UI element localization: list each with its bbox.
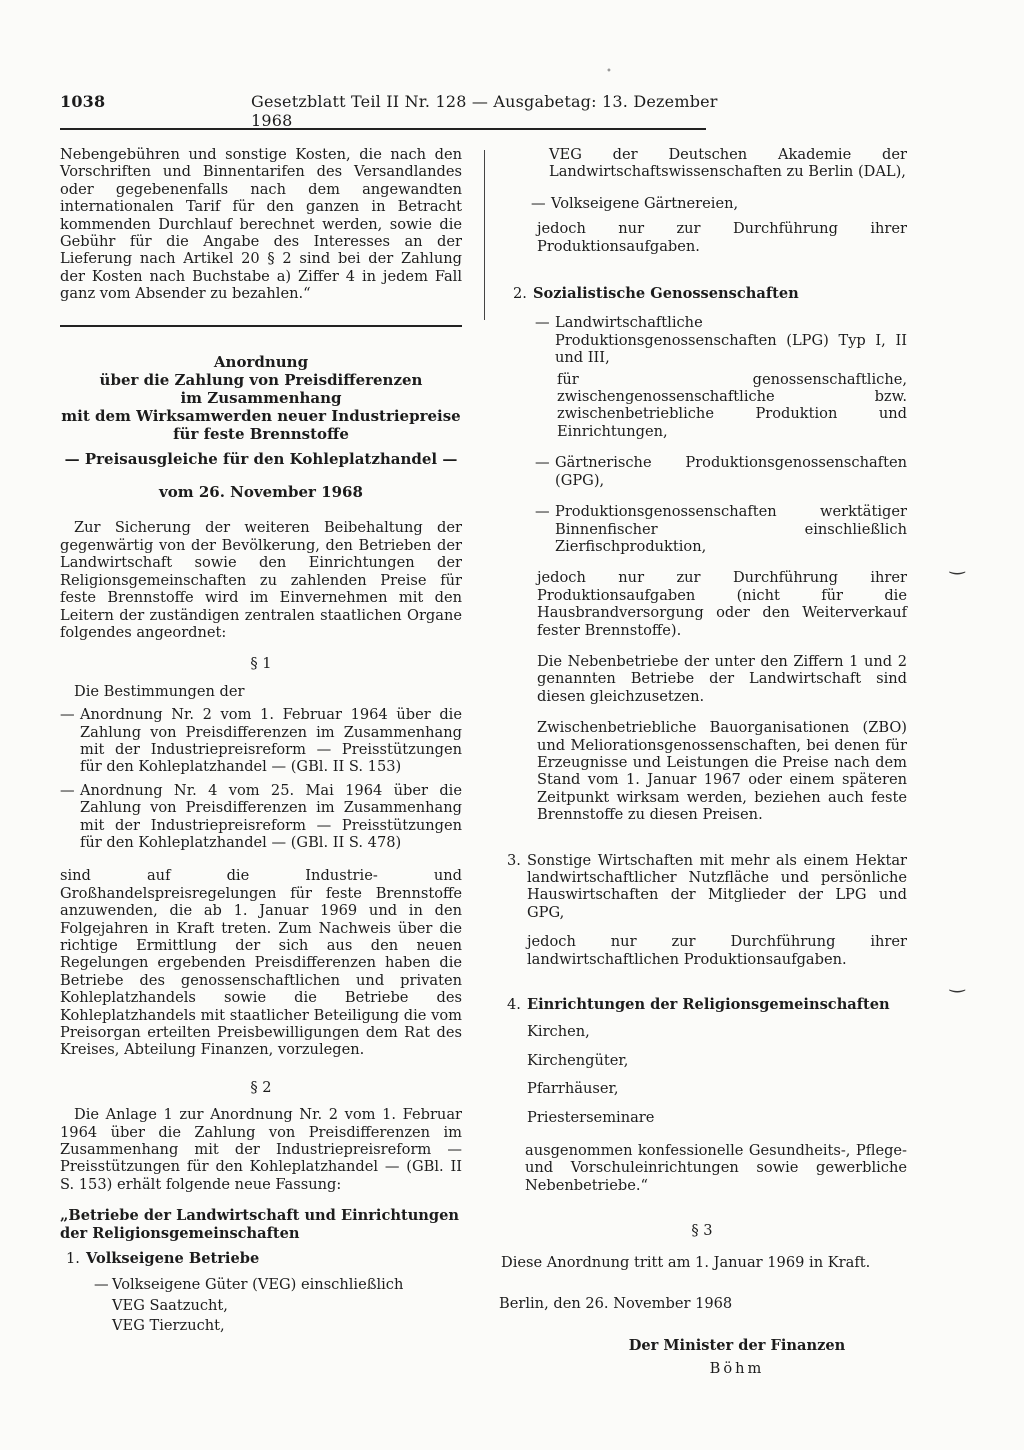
section-3-text: Diese Anordnung tritt am 1. Januar 1969 in Kraft.	[501, 1253, 871, 1271]
section-2-label: § 2	[250, 1078, 272, 1096]
list-item: Priesterseminare	[527, 1108, 655, 1126]
item-title: Sozialistische Genossenschaften	[533, 285, 799, 303]
page-header	[60, 92, 724, 130]
dash-marker: —	[535, 454, 550, 472]
lpg-fuer: für genossenschaftliche, zwischengenossenschaftliche bzw. zwischenbetriebliche Produktion und Einrichtungen,	[557, 370, 907, 440]
item-3-text: Sonstige Wirtschaften mit mehr als einem Hektar landwirtschaftlicher Nutzfläche und persönliche Hauswirtschaften der Mitglieder der LPG und GPG,	[527, 851, 907, 921]
dash-marker: —	[531, 194, 546, 212]
section-1-text: sind auf die Industrie- und Großhandelspreisregelungen für feste Brennstoffe anzuwenden, die ab 1. Januar 1969 und in den Folgejahren in Kraft treten. Zum Nachweis über die richtige Ermittlung der sich aus den neuen Regelungen ergebenden Preisdifferenzen haben die Betriebe des genossenschaftlichen und privaten Kohleplatzhandels sowie die Betriebe des Kohleplatzhandels mit staatlicher Beteiligung die vom Preisorgan erteilten Preisbewilligungen dem Rat des Kreises, Abteilung Finanzen, vorzulegen.	[60, 867, 462, 1059]
item-number: 1.	[66, 1250, 80, 1268]
ordinance-title	[60, 353, 462, 443]
dash-marker: —	[535, 314, 550, 332]
list-item	[60, 1276, 462, 1293]
list-item	[535, 454, 907, 489]
scan-speck: •	[606, 66, 612, 77]
header-rule	[60, 128, 706, 130]
margin-mark: ‿	[950, 972, 965, 993]
section-1-label: § 1	[250, 655, 272, 673]
list-item-text: Landwirtschaftliche Produktionsgenossenschaften (LPG) Typ I, II und III,	[555, 314, 907, 367]
item-3	[507, 852, 907, 922]
list-item	[60, 782, 462, 852]
item-number: 4.	[507, 996, 521, 1014]
column-divider	[484, 150, 485, 320]
ausgenommen: ausgenommen konfessionelle Gesundheits-, Pflege- und Vorschuleinrichtungen sowie gewerbliche Nebenbetriebe.“	[525, 1142, 907, 1194]
dash-marker: —	[60, 781, 75, 799]
section-1-intro: Die Bestimmungen der	[74, 682, 245, 700]
list-item: Pfarrhäuser,	[527, 1080, 619, 1098]
list-item	[535, 503, 907, 555]
title-line: im Zusammenhang	[180, 388, 342, 407]
veg-akademie-text: VEG der Deutschen Akademie der Landwirtschaftswissenschaften zu Berlin (DAL),	[549, 146, 907, 181]
place-date: Berlin, den 26. November 1968	[499, 1295, 733, 1313]
list-item	[531, 195, 907, 212]
list-item-text: Produktionsgenossenschaften werktätiger Binnenfischer einschließlich Zierfischproduktion,	[555, 503, 907, 555]
zbo-paragraph: Zwischenbetriebliche Bauorganisationen (ZBO) und Meliorationsgenossenschaften, bei denen für Erzeugnisse und Leistungen die Preise nach dem Stand vom 1. Januar 1967 oder einem späteren Zeitpunkt wirksam werden, beziehen auch feste Brennstoffe zu diesen Preisen.	[537, 719, 907, 824]
signatory-title: Der Minister der Finanzen	[628, 1336, 846, 1354]
item-title: Volkseigene Betriebe	[86, 1250, 260, 1268]
list-item: VEG Saatzucht,	[112, 1296, 228, 1314]
right-column	[497, 146, 907, 1377]
list-item-text: Gärtnerische Produktionsgenossenschaften (GPG),	[555, 454, 907, 489]
jedoch-3: jedoch nur zur Durchführung ihrer landwirtschaftlichen Produktionsaufgaben.	[527, 933, 907, 968]
list-item: Kirchengüter,	[527, 1051, 629, 1069]
list-item-text: Anordnung Nr. 2 vom 1. Februar 1964 über die Zahlung von Preisdifferenzen im Zusammenhang mit der Industriepreisreform — Preisstützungen für den Kohleplatzhandel — (GBl. II S. 153)	[80, 706, 462, 776]
section-3-label: § 3	[691, 1222, 713, 1240]
jedoch-2: jedoch nur zur Durchführung ihrer Produktionsaufgaben (nicht für die Hausbrandversorgung oder den Weiterverkauf fester Brennstoffe).	[537, 569, 907, 639]
dash-marker: —	[535, 503, 550, 521]
item-2	[513, 285, 907, 302]
page-number: 1038	[60, 92, 106, 111]
ordinance-date: vom 26. November 1968	[159, 483, 363, 502]
annex-title: „Betriebe der Landwirtschaft und Einrichtungen der Religionsgemeinschaften	[60, 1207, 460, 1242]
title-line: mit dem Wirksamwerden neuer Industriepreise	[61, 406, 461, 425]
list-item	[60, 706, 462, 776]
item-number: 3.	[507, 851, 521, 869]
nebenbetriebe: Die Nebenbetriebe der unter den Ziffern 1 und 2 genannten Betriebe der Landwirtschaft sind diesen gleichzusetzen.	[537, 652, 907, 705]
item-title: Einrichtungen der Religionsgemeinschaften	[527, 996, 890, 1014]
item-number: 2.	[513, 285, 527, 303]
section-2-text: Die Anlage 1 zur Anordnung Nr. 2 vom 1. Februar 1964 über die Zahlung von Preisdifferenzen im Zusammenhang mit der Industriepreisreform — Preisstützungen für den Kohleplatzhandel — (GBl. II S. 153) erhält folgende neue Fassung:	[60, 1106, 462, 1193]
list-item: VEG Tierzucht,	[112, 1317, 225, 1335]
veg-akademie	[497, 146, 907, 181]
left-column	[60, 146, 462, 1335]
margin-mark: ‿	[950, 554, 965, 575]
dash-marker: —	[94, 1275, 109, 1293]
list-item-text: Volkseigene Gärtnereien,	[551, 194, 739, 212]
gazette-title: Gesetzblatt Teil II Nr. 128 — Ausgabetag: 13. Dezember 1968	[251, 92, 718, 130]
title-line: über die Zahlung von Preisdifferenzen	[99, 370, 423, 389]
preamble: Zur Sicherung der weiteren Beibehaltung der gegenwärtig von der Bevölkerung, den Betrieben der Landwirtschaft sowie den Einrichtungen der Religionsgemeinschaften zu zahlenden Preise für feste Brennstoffe wird im Einvernehmen mit den Leitern der zuständigen zentralen staatlichen Organe folgendes angeordnet:	[60, 519, 462, 641]
list-item	[535, 314, 907, 366]
title-rule	[60, 325, 462, 327]
intro-paragraph: Nebengebühren und sonstige Kosten, die nach den Vorschriften und Binnentarifen des Versandlandes oder gegebenenfalls nach dem angewandten internationalen Tarif für den ganzen in Betracht kommenden Durchlauf berechnet werden, sowie die Gebühr für die Angabe des Interesses an der Lieferung nach Artikel 20 § 2 sind bei der Zahlung der Kosten nach Buchstabe a) Ziffer 4 in jedem Fall ganz vom Absender zu bezahlen.“	[60, 146, 462, 303]
title-line: Anordnung	[213, 352, 309, 371]
list-item: Kirchen,	[527, 1023, 590, 1041]
signatory-name: Böhm	[709, 1359, 765, 1377]
list-item-text: Volkseigene Güter (VEG) einschließlich	[112, 1275, 404, 1293]
item-1	[66, 1250, 462, 1267]
item-4	[507, 996, 907, 1013]
jedoch-1: jedoch nur zur Durchführung ihrer Produktionsaufgaben.	[537, 220, 907, 255]
title-line: für feste Brennstoffe	[173, 424, 349, 443]
dash-marker: —	[60, 706, 75, 724]
list-item-text: Anordnung Nr. 4 vom 25. Mai 1964 über die Zahlung von Preisdifferenzen im Zusammenhang mit der Industriepreisreform — Preisstützungen für den Kohleplatzhandel — (GBl. II S. 478)	[80, 781, 462, 851]
ordinance-subtitle: — Preisausgleiche für den Kohleplatzhandel —	[64, 449, 458, 468]
